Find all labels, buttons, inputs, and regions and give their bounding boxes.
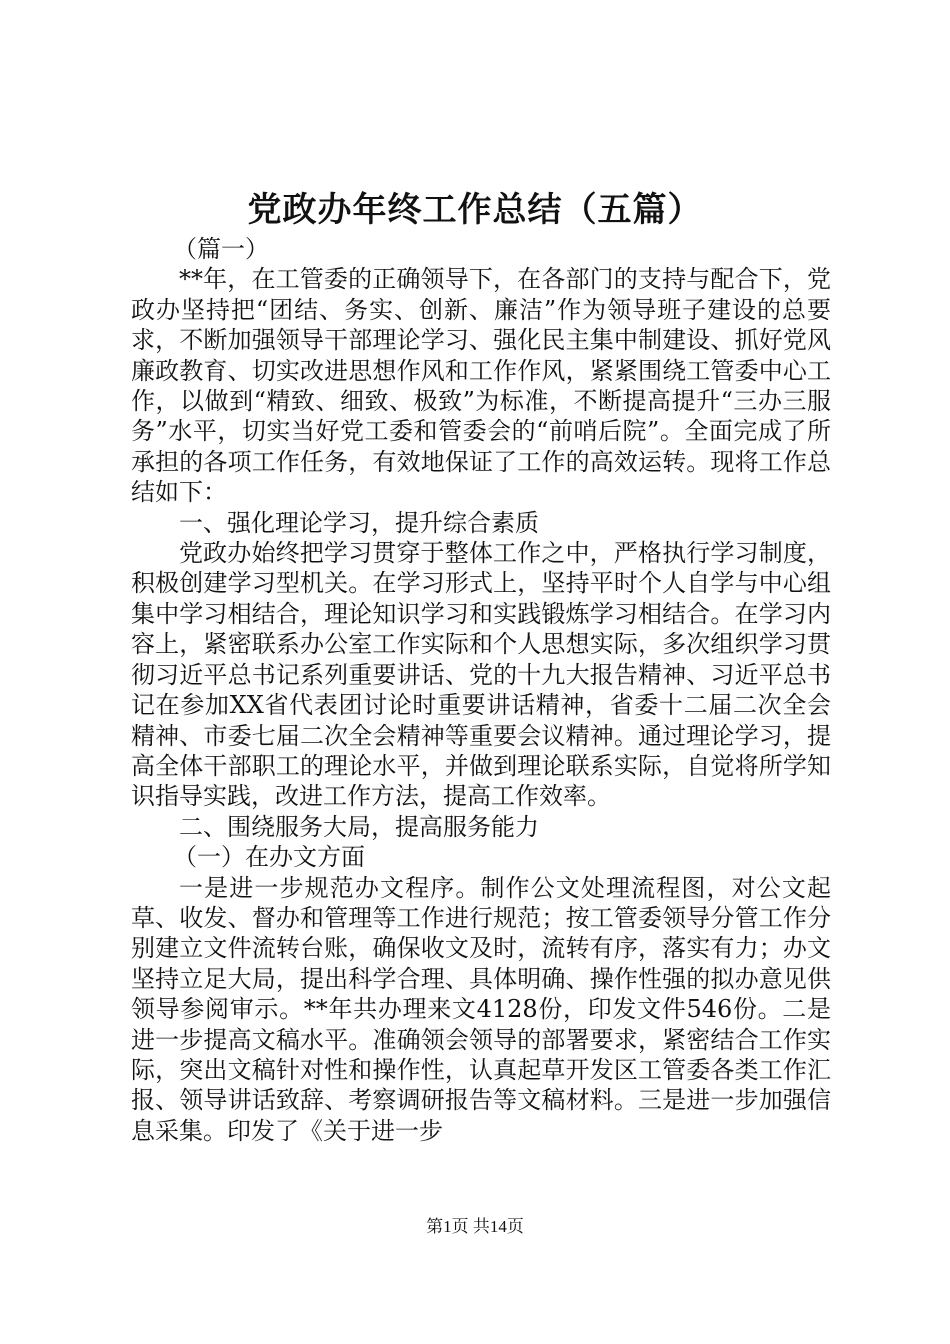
- document-body: [131, 234, 831, 1146]
- subsection-heading: （一）在办文方面: [173, 843, 365, 872]
- section-heading: 一、强化理论学习，提升综合素质: [179, 508, 539, 537]
- paragraph: 一是进一步规范办文程序。制作公文处理流程图，对公文起草、收发、督办和管理等工作进行规范；按工管委领导分管工作分别建立文件流转台账，确保收文及时，流转有序，落实有力；办文坚持立足大局，提出科学合理、具体明确、操作性强的拟办意见供领导参阅审示。**年共办理来文4128份，印发文件546份。二是进一步提高文稿水平。准确领会领导的部署要求，紧密结合工作实际，突出文稿针对性和操作性，认真起草开发区工管委各类工作汇报、领导讲话致辞、考察调研报告等文稿材料。三是进一步加强信息采集。印发了《关于进一步: [131, 873, 831, 1145]
- paragraph: **年，在工管委的正确领导下，在各部门的支持与配合下，党政办坚持把“团结、务实、创新、廉洁”作为领导班子建设的总要求，不断加强领导干部理论学习、强化民主集中制建设、抓好党风廉政教育、切实改进思想作风和工作作风，紧紧围绕工管委中心工作，以做到“精致、细致、极致”为标准，不断提高提升“三办三服务”水平，切实当好党工委和管委会的“前哨后院”。全面完成了所承担的各项工作任务，有效地保证了工作的高效运转。现将工作总结如下：: [131, 265, 831, 507]
- section-heading: 二、围绕服务大局，提高服务能力: [179, 812, 539, 841]
- section-label: （篇一）: [173, 235, 269, 263]
- page-title: 党政办年终工作总结（五篇）: [247, 190, 703, 230]
- paragraph: 党政办始终把学习贯穿于整体工作之中，严格执行学习制度，积极创建学习型机关。在学习形式上，坚持平时个人自学与中心组集中学习相结合，理论知识学习和实践锻炼学习相结合。在学习内容上，紧密联系办公室工作实际和个人思想实际，多次组织学习贯彻习近平总书记系列重要讲话、党的十九大报告精神、习近平总书记在参加XX省代表团讨论时重要讲话精神，省委十二届二次全会精神、市委七届二次全会精神等重要会议精神。通过理论学习，提高全体干部职工的理论水平，并做到理论联系实际，自觉将所学知识指导实践，改进工作方法，提高工作效率。: [131, 539, 831, 811]
- page-footer: 第1页 共14页: [426, 1217, 524, 1236]
